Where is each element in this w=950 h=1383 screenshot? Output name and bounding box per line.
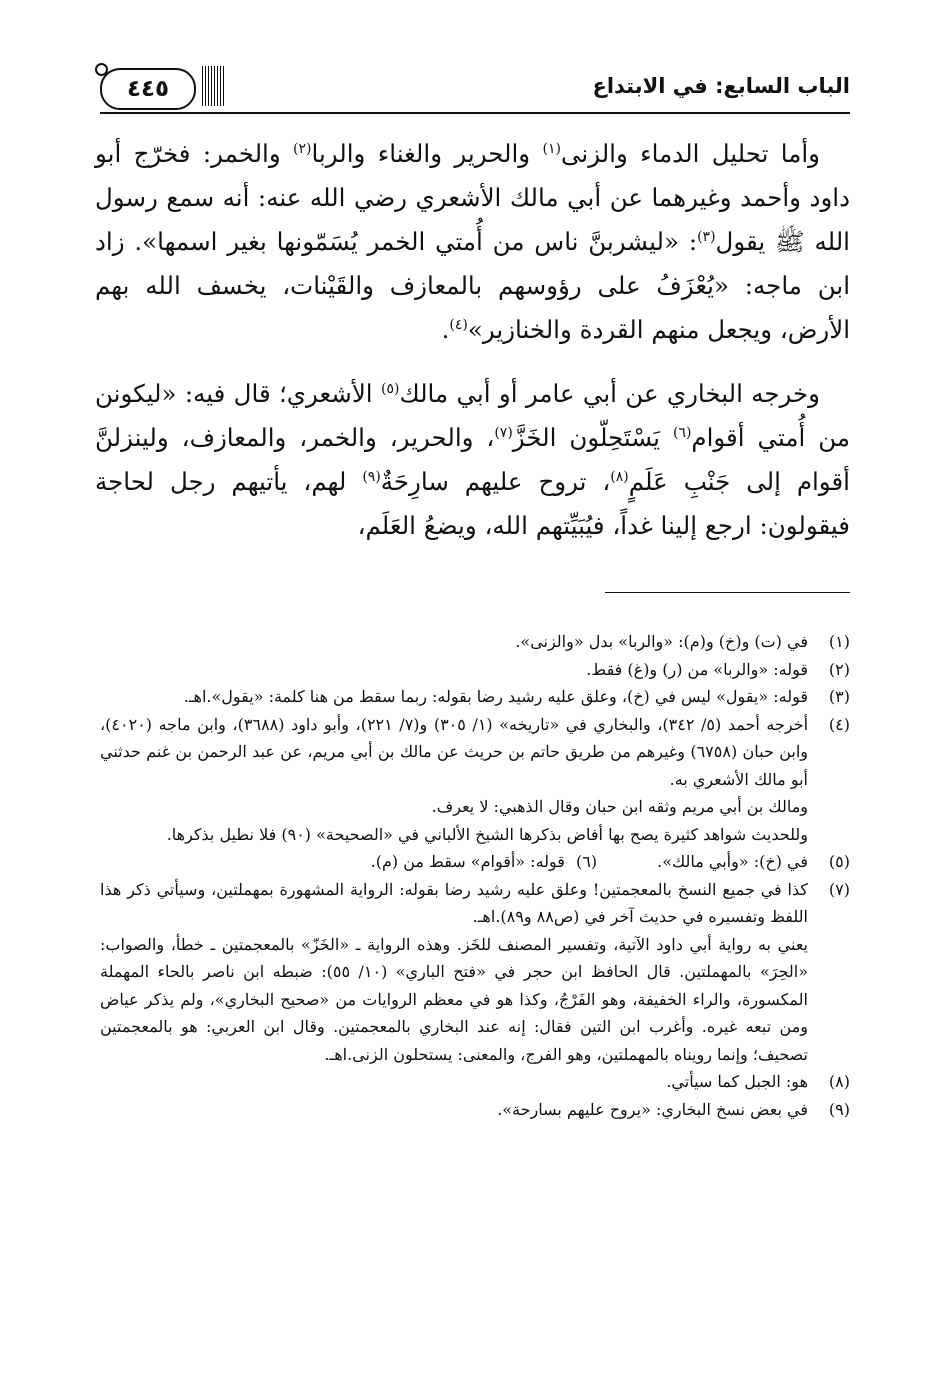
footnote-text: في بعض نسخ البخاري: «يروح عليهم بسارحة».: [497, 1099, 808, 1119]
footnote-pair: [100, 848, 808, 876]
footnote-9: [100, 1096, 850, 1124]
footnote-5-6: [100, 848, 850, 876]
footnote-number: (٦): [576, 852, 598, 871]
footnote-8: [100, 1068, 850, 1096]
footnote-ref: (٦): [672, 424, 692, 441]
text-run: والحرير والغناء والربا: [311, 139, 543, 168]
paragraph-1: [95, 132, 850, 352]
footnote-text: أخرجه أحمد (٥/ ٣٤٢)، والبخاري في «تاريخه» (١/ ٣٠٥) و(٧/ ٢٢١)، وأبو داود (٣٦٨٨)، وابن ماجه (٤٠٢٠)، وابن حبان (٦٧٥٨) وغيرهم من طريق حاتم بن حريث عن مالك بن أبي مريم، عن عبد الرحمن بن غنم حدثني أبو مالك الأشعري به.: [100, 714, 809, 789]
page-number: ٤٤٥: [126, 76, 170, 102]
footnote-1: [100, 628, 850, 656]
footnote-number: (٣): [828, 687, 850, 706]
footnote-number: (٩): [828, 1099, 850, 1119]
footnote-ref: (٧): [494, 424, 513, 441]
text-run: الأشعري؛ قال فيه: «ليكونن من أُمتي أقوام: [95, 379, 850, 452]
footnote-number: (١): [828, 632, 850, 651]
footnote-separator: [605, 592, 850, 593]
footnote-text: في (خ): «وأبي مالك».: [657, 852, 808, 871]
header-rule: [100, 112, 850, 114]
text-run: .: [441, 315, 450, 344]
footnote-ref: (٤): [449, 316, 468, 333]
footnote-ref: (١): [542, 140, 561, 157]
text-run: ، والحرير، والخمر، والمعازف، ولينزلنَّ أقوام إلى جَنْبِ عَلَمٍ: [95, 423, 850, 496]
footnote-number: (٤): [828, 714, 850, 734]
footnote-ref: (٨): [610, 468, 629, 485]
footnote-ref: (٣): [697, 228, 716, 245]
footnote-text: كذا في جميع النسخ بالمعجمتين! وعلق عليه رشيد رضا بقوله: الرواية المشهورة بمهملتين، وسيأتي ذكر هذا اللفظ وتفسيره في حديث آخر في (ص٨٨ و٨٩).اهـ.: [100, 879, 808, 926]
text-run: : «ليشربنَّ ناس من أُمتي الخمر يُسَمّونها بغير اسمها». زاد ابن ماجه: «يُعْزَفُ على رؤوسهم بالمعازف والقَيْنات، يخسف الله بهم الأرض، ويجعل منهم القردة والخنازير»: [95, 227, 850, 344]
main-text: [95, 132, 850, 568]
footnote-text: ومالك بن أبي مريم وثقه ابن حبان وقال الذهبي: لا يعرف.: [431, 797, 808, 816]
footnote-number: (٨): [828, 1072, 850, 1091]
footnote-number: (٥): [828, 852, 850, 871]
chapter-title: الباب السابع: في الابتداع: [592, 74, 850, 98]
footnote-text: قوله: «أقوام» سقط من (م).: [370, 852, 565, 871]
text-run: ، تروح عليهم سارِحَةٌ: [380, 467, 611, 496]
running-header: [100, 62, 850, 114]
footnote-text: هو: الجبل كما سيأتي.: [666, 1072, 808, 1091]
footnote-number: (٢): [828, 659, 850, 679]
paragraph-2: [95, 372, 850, 548]
text-run: والخمر: فخرّج أبو داود وأحمد وغيرهما عن أبي مالك الأشعري رضي الله عنه: أنه سمع رسول الله ﷺ يقول: [95, 139, 850, 256]
footnote-ref: (٥): [380, 380, 400, 397]
footnote-text: قوله: «والربا» من (ر) و(غ) فقط.: [586, 659, 808, 679]
footnote-text: يعني به رواية أبي داود الآتية، وتفسير المصنف للخَز. وهذه الرواية ـ «الخَزّ» بالمعجمتين ـ خطأ، والصواب: «الحِرَ» بالمهملتين. قال الحافظ ابن حجر في «فتح الباري» (١٠/ ٥٥): ضبطه ابن ناصر بالحاء المهملة المكسورة، والراء الخفيفة، وهو الفَرْجُ، وكذا هو في معظم الروايات من «صحيح البخاري»، ولم يذكر عياض ومن تبعه غيره. وأغرب ابن التين فقال: إنه عند البخاري بالمعجمتين. وقال ابن العربي: هو بالمعجمتين تصحيف؛ وإنما رويناه بالمهملتين، وهو الفرج، والمعنى: يستحلون الزنى.اهـ.: [100, 934, 809, 1064]
page-number-frame: [100, 68, 196, 110]
footnote-2: [100, 656, 850, 684]
footnote-3: [100, 683, 850, 711]
footnote-7: [100, 876, 850, 1069]
footnote-number: (٧): [828, 879, 850, 899]
footnote-text: في (ت) و(خ) و(م): «والربا» بدل «والزنى».: [515, 632, 808, 651]
footnotes: [100, 628, 850, 1123]
footnote-6: [371, 848, 598, 876]
text-run: وخرجه البخاري عن أبي عامر أو أبي مالك: [399, 379, 820, 408]
header-ornament: [202, 66, 224, 106]
footnote-text: قوله: «يقول» ليس في (خ)، وعلق عليه رشيد رضا بقوله: ربما سقط من هنا كلمة: «يقول».اهـ.: [183, 687, 808, 706]
text-run: وأما تحليل الدماء والزنى: [560, 139, 820, 168]
footnote-ref: (٢): [293, 140, 312, 157]
text-run: لهم، يأتيهم رجل لحاجة فيقولون: ارجع إلينا غداً، فيُبَيِّتهم الله، ويضعُ العَلَم،: [95, 467, 850, 540]
footnote-4: [100, 711, 850, 849]
footnote-ref: (٩): [362, 468, 381, 485]
footnote-text: وللحديث شواهد كثيرة يصح بها أفاض بذكرها الشيخ الألباني في «الصحيحة» (٩٠) فلا نطيل بذكرها.: [166, 824, 808, 844]
text-run: يَسْتَحِلّون الخَزَّ: [512, 423, 673, 452]
